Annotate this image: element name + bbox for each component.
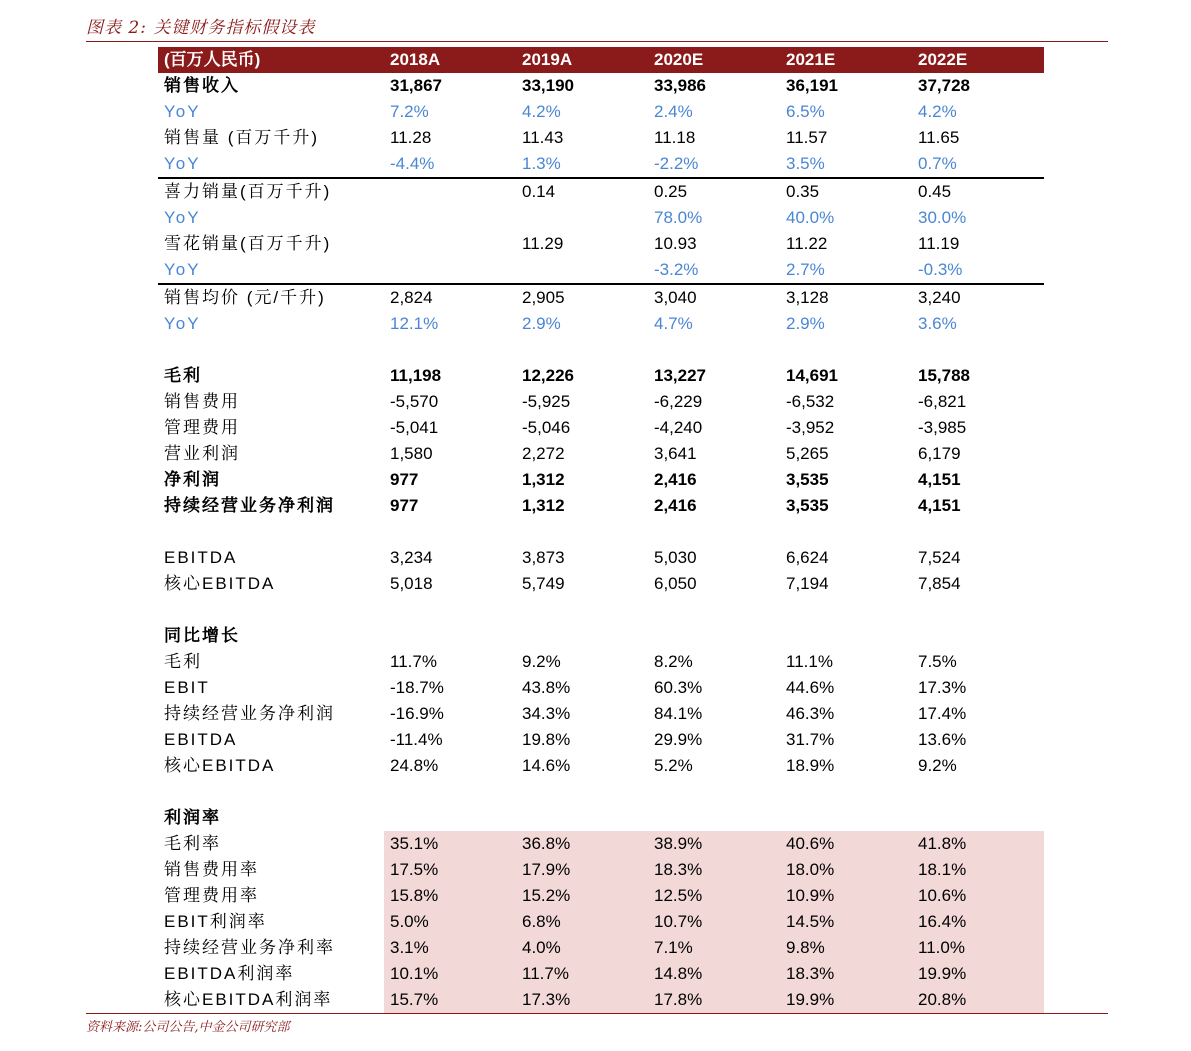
cell-value: -5,046 [522,418,571,437]
table-row [158,727,1044,753]
row-label: 管理费用 [164,418,240,437]
row-label: 同比增长 [164,626,240,645]
row-label: 雪花销量(百万千升) [164,234,332,253]
row-label: YoY [164,102,201,121]
cell-value: 3,641 [654,444,697,463]
cell-value: 2.4% [654,102,693,121]
cell-value: 30.0% [918,208,967,227]
cell-value [648,623,780,649]
cell-value: 11.29 [522,234,564,253]
row-label: EBITDA [164,548,238,567]
row-label: 管理费用率 [164,886,259,905]
cell-value: 14.5% [780,909,912,935]
cell-value [648,337,780,363]
row-label: 毛利率 [164,834,221,853]
cell-value: 0.45 [912,178,1044,205]
row-label: 净利润 [164,470,221,489]
cell-value [912,805,1044,831]
cell-value: 2.7% [786,260,825,279]
cell-value: -3.2% [654,260,699,279]
cell-value: 17.3% [918,678,967,697]
cell-value: 11.19 [918,234,960,253]
cell-value: 1,312 [522,496,565,515]
cell-value: 3,240 [912,284,1044,311]
cell-value: 14.6% [522,756,571,775]
cell-value: 18.0% [780,857,912,883]
table-row [158,831,1044,857]
cell-value: 41.8% [912,831,1044,857]
row-label: EBIT [164,678,210,697]
cell-value: 19.8% [522,730,571,749]
cell-value: 4,151 [918,470,961,489]
cell-value [384,623,516,649]
table-row [158,675,1044,701]
cell-value: 9.2% [522,652,561,671]
cell-value: 33,986 [654,76,706,95]
cell-value: 84.1% [654,704,703,723]
row-label: 核心EBITDA [164,756,276,775]
cell-value: 10.1% [384,961,516,987]
table-row [158,805,1044,831]
cell-value: 24.8% [390,756,439,775]
cell-value: 3.6% [918,314,957,333]
table-row [158,961,1044,987]
cell-value: 4.2% [918,102,957,121]
table-row [158,545,1044,571]
cell-value [912,623,1044,649]
table-row [158,987,1044,1013]
cell-value: 40.0% [786,208,835,227]
cell-value: 7.2% [390,102,429,121]
row-label: YoY [164,314,201,333]
cell-value [516,205,648,231]
cell-value: -2.2% [654,154,699,173]
table-row [158,415,1044,441]
cell-value: 6,179 [918,444,961,463]
cell-value [516,805,648,831]
year-header: 2018A [384,47,516,73]
cell-value: 3,873 [522,548,565,567]
cell-value: 11.7% [516,961,648,987]
cell-value: 11.1% [786,652,833,671]
row-label: 销售均价 (元/千升) [158,284,384,311]
cell-value: 1.3% [522,154,561,173]
row-label [158,337,384,363]
cell-value: 40.6% [780,831,912,857]
cell-value [912,519,1044,545]
cell-value [516,597,648,623]
table-row [158,883,1044,909]
cell-value: 7,194 [786,574,829,593]
table-row [158,493,1044,519]
row-label: 持续经营业务净利润 [164,496,335,515]
cell-value [516,623,648,649]
cell-value: 15.2% [516,883,648,909]
cell-value: 11.43 [522,128,564,147]
cell-value: 31.7% [786,730,835,749]
cell-value: 60.3% [654,678,703,697]
cell-value: 18.9% [786,756,835,775]
table-row [158,857,1044,883]
cell-value [780,337,912,363]
cell-value: 7.1% [648,935,780,961]
cell-value [912,597,1044,623]
title-divider [86,41,1108,42]
cell-value: 44.6% [786,678,835,697]
cell-value: 5,018 [390,574,433,593]
table-row [158,151,1044,178]
cell-value [384,779,516,805]
table-row [158,701,1044,727]
cell-value: 11.65 [918,128,960,147]
cell-value: -4,240 [654,418,703,437]
cell-value: 18.3% [648,857,780,883]
cell-value: 17.4% [918,704,967,723]
cell-value: 0.14 [516,178,648,205]
cell-value: 17.5% [384,857,516,883]
cell-value: 10.9% [780,883,912,909]
cell-value [648,805,780,831]
cell-value: 36,191 [786,76,838,95]
cell-value [384,597,516,623]
table-row [158,753,1044,779]
cell-value: -5,041 [390,418,439,437]
cell-value: 5,749 [522,574,565,593]
cell-value: 3,234 [390,548,433,567]
cell-value [384,337,516,363]
cell-value [648,597,780,623]
cell-value: 15,788 [918,366,970,385]
cell-value: 31,867 [390,76,442,95]
row-label: EBIT利润率 [164,912,267,931]
row-label: 销售量 (百万千升) [164,128,320,147]
cell-value [780,805,912,831]
cell-value [648,779,780,805]
table-row [158,649,1044,675]
cell-value [384,178,516,205]
cell-value: -4.4% [390,154,435,173]
cell-value: 2,416 [654,496,697,515]
row-label [158,519,384,545]
cell-value: 7.5% [918,652,957,671]
table-row [158,441,1044,467]
table-row [158,389,1044,415]
cell-value: 18.3% [780,961,912,987]
row-label: 持续经营业务净利润 [164,704,335,723]
table-row [158,337,1044,363]
cell-value: 2.9% [522,314,561,333]
cell-value: 1,312 [522,470,565,489]
cell-value [912,779,1044,805]
row-label: 销售费用率 [164,860,259,879]
cell-value: 3,128 [780,284,912,311]
cell-value: 38.9% [648,831,780,857]
cell-value: -6,229 [654,392,703,411]
table-row [158,231,1044,257]
cell-value: 17.9% [516,857,648,883]
cell-value: -5,925 [522,392,571,411]
cell-value: -3,985 [918,418,967,437]
cell-value: 4.7% [654,314,693,333]
cell-value [780,623,912,649]
cell-value: 8.2% [654,652,693,671]
cell-value: 11.7% [390,652,437,671]
cell-value [384,205,516,231]
cell-value: -11.4% [390,730,443,749]
table-row [158,467,1044,493]
year-header: 2021E [780,47,912,73]
cell-value: 2,272 [522,444,565,463]
cell-value: 10.93 [654,234,697,253]
cell-value: 14,691 [786,366,838,385]
cell-value [648,519,780,545]
cell-value: 2,905 [516,284,648,311]
cell-value [780,779,912,805]
cell-value [516,257,648,284]
cell-value: 12.5% [648,883,780,909]
cell-value: 11.0% [912,935,1044,961]
cell-value: 12.1% [390,314,439,333]
table-header-row [158,47,1044,73]
footer-divider [86,1013,1108,1014]
row-label: YoY [164,260,201,279]
cell-value: 14.8% [648,961,780,987]
row-label: YoY [164,154,201,173]
cell-value: 43.8% [522,678,571,697]
row-label: 核心EBITDA [164,574,276,593]
row-label: EBITDA [164,730,238,749]
table-row [158,178,1044,205]
cell-value: 5.0% [384,909,516,935]
cell-value: 2,416 [654,470,697,489]
table-row [158,205,1044,231]
table-row [158,363,1044,389]
table-row [158,779,1044,805]
cell-value: 11.22 [786,234,828,253]
cell-value: -6,821 [918,392,967,411]
cell-value: -0.3% [918,260,963,279]
row-label: 毛利 [164,652,202,671]
cell-value: -16.9% [390,704,444,723]
cell-value: 19.9% [780,987,912,1013]
cell-value: 3.1% [384,935,516,961]
cell-value: 34.3% [522,704,571,723]
row-label: 营业利润 [164,444,240,463]
cell-value: 10.7% [648,909,780,935]
cell-value: 13.6% [918,730,967,749]
cell-value [384,231,516,257]
row-label: 喜力销量(百万千升) [158,178,384,205]
cell-value: 977 [390,496,419,515]
cell-value: -6,532 [786,392,835,411]
cell-value: 15.8% [384,883,516,909]
cell-value: 11.18 [654,128,696,147]
cell-value: 11.57 [786,128,828,147]
row-label: 利润率 [164,808,221,827]
cell-value: 33,190 [522,76,574,95]
cell-value [516,519,648,545]
table-row [158,519,1044,545]
cell-value [912,337,1044,363]
cell-value: 35.1% [384,831,516,857]
cell-value [384,257,516,284]
cell-value: 78.0% [654,208,703,227]
cell-value: 6.8% [516,909,648,935]
cell-value: 5,030 [654,548,697,567]
cell-value: 4,151 [918,496,961,515]
cell-value: 0.25 [648,178,780,205]
row-label: 持续经营业务净利率 [164,938,335,957]
cell-value: 3,535 [786,470,829,489]
table-row [158,73,1044,99]
cell-value: 29.9% [654,730,703,749]
cell-value: 3.5% [786,154,825,173]
cell-value: 11.28 [390,128,432,147]
cell-value [516,337,648,363]
cell-value: 1,580 [390,444,433,463]
cell-value: -3,952 [786,418,835,437]
cell-value: 16.4% [912,909,1044,935]
cell-value: 4.0% [516,935,648,961]
cell-value: 7,524 [918,548,961,567]
year-header: 2019A [516,47,648,73]
cell-value: 0.35 [780,178,912,205]
cell-value: 5.2% [654,756,693,775]
cell-value: -5,570 [390,392,439,411]
unit-header: (百万人民币) [158,47,384,73]
table-row [158,935,1044,961]
table-row [158,311,1044,337]
cell-value: 13,227 [654,366,706,385]
row-label: 核心EBITDA利润率 [164,990,333,1009]
table-row [158,284,1044,311]
financial-assumptions-table [158,47,1044,1013]
row-label: 毛利 [164,366,202,385]
table-row [158,99,1044,125]
cell-value: 10.6% [912,883,1044,909]
cell-value: 37,728 [918,76,970,95]
year-header: 2020E [648,47,780,73]
cell-value: -18.7% [390,678,444,697]
row-label [158,779,384,805]
source-note: 资料来源:公司公告,中金公司研究部 [86,1020,290,1035]
table-row [158,597,1044,623]
cell-value: 46.3% [786,704,835,723]
row-label [158,597,384,623]
cell-value: 12,226 [522,366,574,385]
cell-value [780,519,912,545]
cell-value: 6.5% [786,102,825,121]
cell-value: 4.2% [522,102,561,121]
cell-value: 15.7% [384,987,516,1013]
cell-value: 2,824 [384,284,516,311]
cell-value: 6,624 [786,548,829,567]
table-row [158,571,1044,597]
cell-value: 3,040 [648,284,780,311]
cell-value [384,805,516,831]
row-label: 销售费用 [164,392,240,411]
figure-title: 图表 2: 关键财务指标假设表 [86,18,316,38]
cell-value: 6,050 [654,574,697,593]
table-row [158,125,1044,151]
row-label: YoY [164,208,201,227]
cell-value: 11,198 [390,366,442,385]
table-row [158,909,1044,935]
table-row [158,623,1044,649]
cell-value: 18.1% [912,857,1044,883]
table-row [158,257,1044,284]
cell-value: 36.8% [516,831,648,857]
cell-value: 2.9% [786,314,825,333]
row-label: EBITDA利润率 [164,964,295,983]
cell-value: 20.8% [912,987,1044,1013]
cell-value: 17.3% [516,987,648,1013]
cell-value: 9.2% [918,756,957,775]
cell-value: 5,265 [786,444,829,463]
year-header: 2022E [912,47,1044,73]
cell-value: 3,535 [786,496,829,515]
cell-value [516,779,648,805]
cell-value: 17.8% [648,987,780,1013]
row-label: 销售收入 [164,76,240,95]
cell-value: 7,854 [918,574,961,593]
cell-value: 977 [390,470,419,489]
cell-value: 9.8% [780,935,912,961]
cell-value: 0.7% [918,154,957,173]
cell-value [780,597,912,623]
cell-value: 19.9% [912,961,1044,987]
cell-value [384,519,516,545]
